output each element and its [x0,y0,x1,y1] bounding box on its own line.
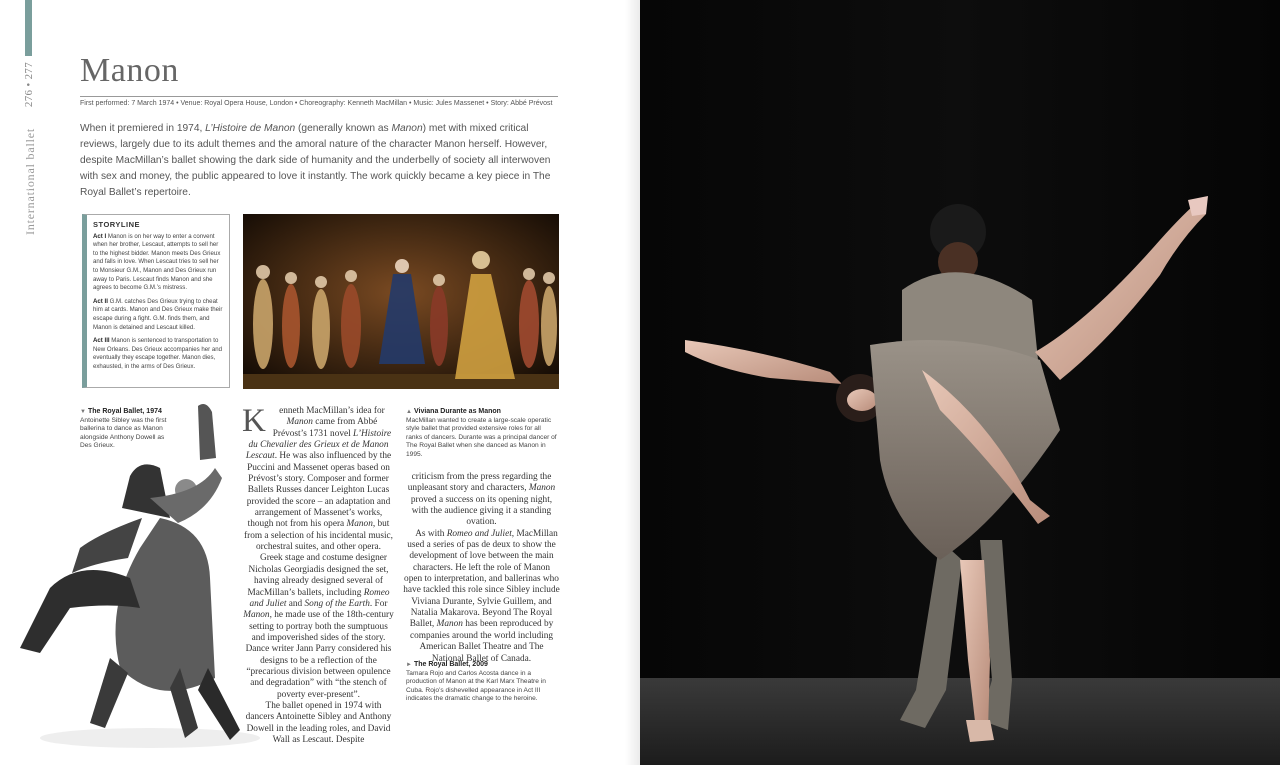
body-paragraph: criticism from the press regarding the unpleasant story and characters, Manon proved a success on its opening night, with the audience giving it a standing ovation. [407,472,556,528]
rojo-acosta-photo [640,0,1280,765]
caption-royal-ballet-1974: ▼ The Royal Ballet, 1974 Antoinette Sibley was the first ballerina to dance as Manon alongside Anthony Dowell as Des Grieux. [80,408,167,450]
rojo-acosta-image [640,0,1280,765]
sibley-dowell-photo [10,398,260,760]
arrow-right-icon: ► [406,662,412,668]
sibley-dowell-image [10,398,260,760]
body-paragraph: As with Romeo and Juliet, MacMillan used a series of pas de deux to show the development of love between the main characters. He left the role of Manon open to interpretation, and ballerinas who have tackled this role since Sibley include Viviana Durante, Sylvie Guillem, and Natalia Makarova. Beyond The Royal Ballet, Manon has been reproduced by companies around the world including American Ballet Theatre and The National Ballet of Canada. [403,528,560,664]
production-details: First performed: 7 March 1974 • Venue: Royal Opera House, London • Choreography: Kenneth MacMillan • Music: Jules Massenet • Story: Abbé Prévost [80,100,553,107]
body-paragraph: The ballet opened in 1974 with dancers Antoinette Sibley and Anthony Dowell in the leading roles, and David Wall as Lescaut. Despite [245,700,392,745]
caption-viviana-durante: ▲ Viviana Durante as Manon MacMillan wanted to create a large-scale operatic style ballet that provided extensive roles for all ranks of dancers. Durante was a principal dancer of The Royal Ballet when she danced as Manon in 1995. [406,408,557,458]
body-paragraph: K enneth MacMillan’s idea for Manon came from Abbé Prévost’s 1731 novel L’Histoire du Chevalier des Grieux et de Manon Lescaut. He was also influenced by the Puccini and Massenet operas based on Prévost’s story. Composer and former Ballets Russes dancer Leighton Lucas provided the score – an adaptation and arrangement of Massenet’s works, though not from his opera Manon, but from a selection of his incidental music, orchestral suites, and other opera. [242,403,393,553]
storyline-heading: STORYLINE [93,220,141,229]
title-rule [80,96,558,97]
stage-photo-image [243,214,559,389]
body-column-1 [242,403,395,746]
section-title: International ballet [23,128,37,235]
stage-ensemble-photo [243,214,559,389]
page-title: Manon [80,52,179,89]
spine-shadow [625,0,640,765]
page-numbers: 276 • 277 [23,62,35,108]
body-column-2 [403,472,560,665]
act-3-summary: Act III Manon is sentenced to transportation to New Orleans. Des Grieux accompanies her and eventually they escape together. Manon dies, exhausted, in the arms of Des Grieux. [93,337,223,370]
body-paragraph: Greek stage and costume designer Nicholas Georgiadis designed the set, having already designed several of MacMillan’s ballets, including Romeo and Juliet and Song of the Earth. For Manon, he made use of the 18th-century setting to portray both the sumptuous and impoverished sides of the story. Dance writer Jann Parry considered his designs to be a reflection of the “precarious division between opulence and degradation” with “the stench of poverty ever-present”. [243,553,394,700]
arrow-up-icon: ▲ [406,409,412,415]
caption-royal-ballet-2009: ► The Royal Ballet, 2009 Tamara Rojo and Carlos Acosta dance in a production of Manon at the Karl Marx Theatre in Cuba. Rojo’s dishevelled appearance in Act III indicates the dramatic change to the heroine. [406,661,546,703]
act-2-summary: Act II G.M. catches Des Grieux trying to cheat him at cards. Manon and Des Grieux make their escape during a fight. G.M. finds them, and Manon is detained and Lescaut killed. [93,297,223,331]
accent-bar [25,0,32,56]
storyline-box [82,214,230,388]
arrow-down-icon: ▼ [80,409,86,415]
act-1-summary: Act I Manon is on her way to enter a convent when her brother, Lescaut, attempts to sell her to the highest bidder. Manon meets Des Grieux and falls in love. When Lescaut tries to sell her to Monsieur G.M., Manon and Des Grieux run away to Paris. Lescaut finds Manon and she agrees to become G.M.’s mistress. [93,232,221,292]
intro-paragraph: When it premiered in 1974, L’Histoire de Manon (generally known as Manon) met with mixed critical reviews, largely due to its adult themes and the amoral nature of the character Manon herself. However, despite MacMillan’s ballet showing the dark side of humanity and the underbelly of society all interwoven with sex and money, the public appeared to love it instantly. The work quickly became a key piece in The Royal Ballet’s repertoire. [80,123,551,199]
drop-cap: K [242,403,266,439]
